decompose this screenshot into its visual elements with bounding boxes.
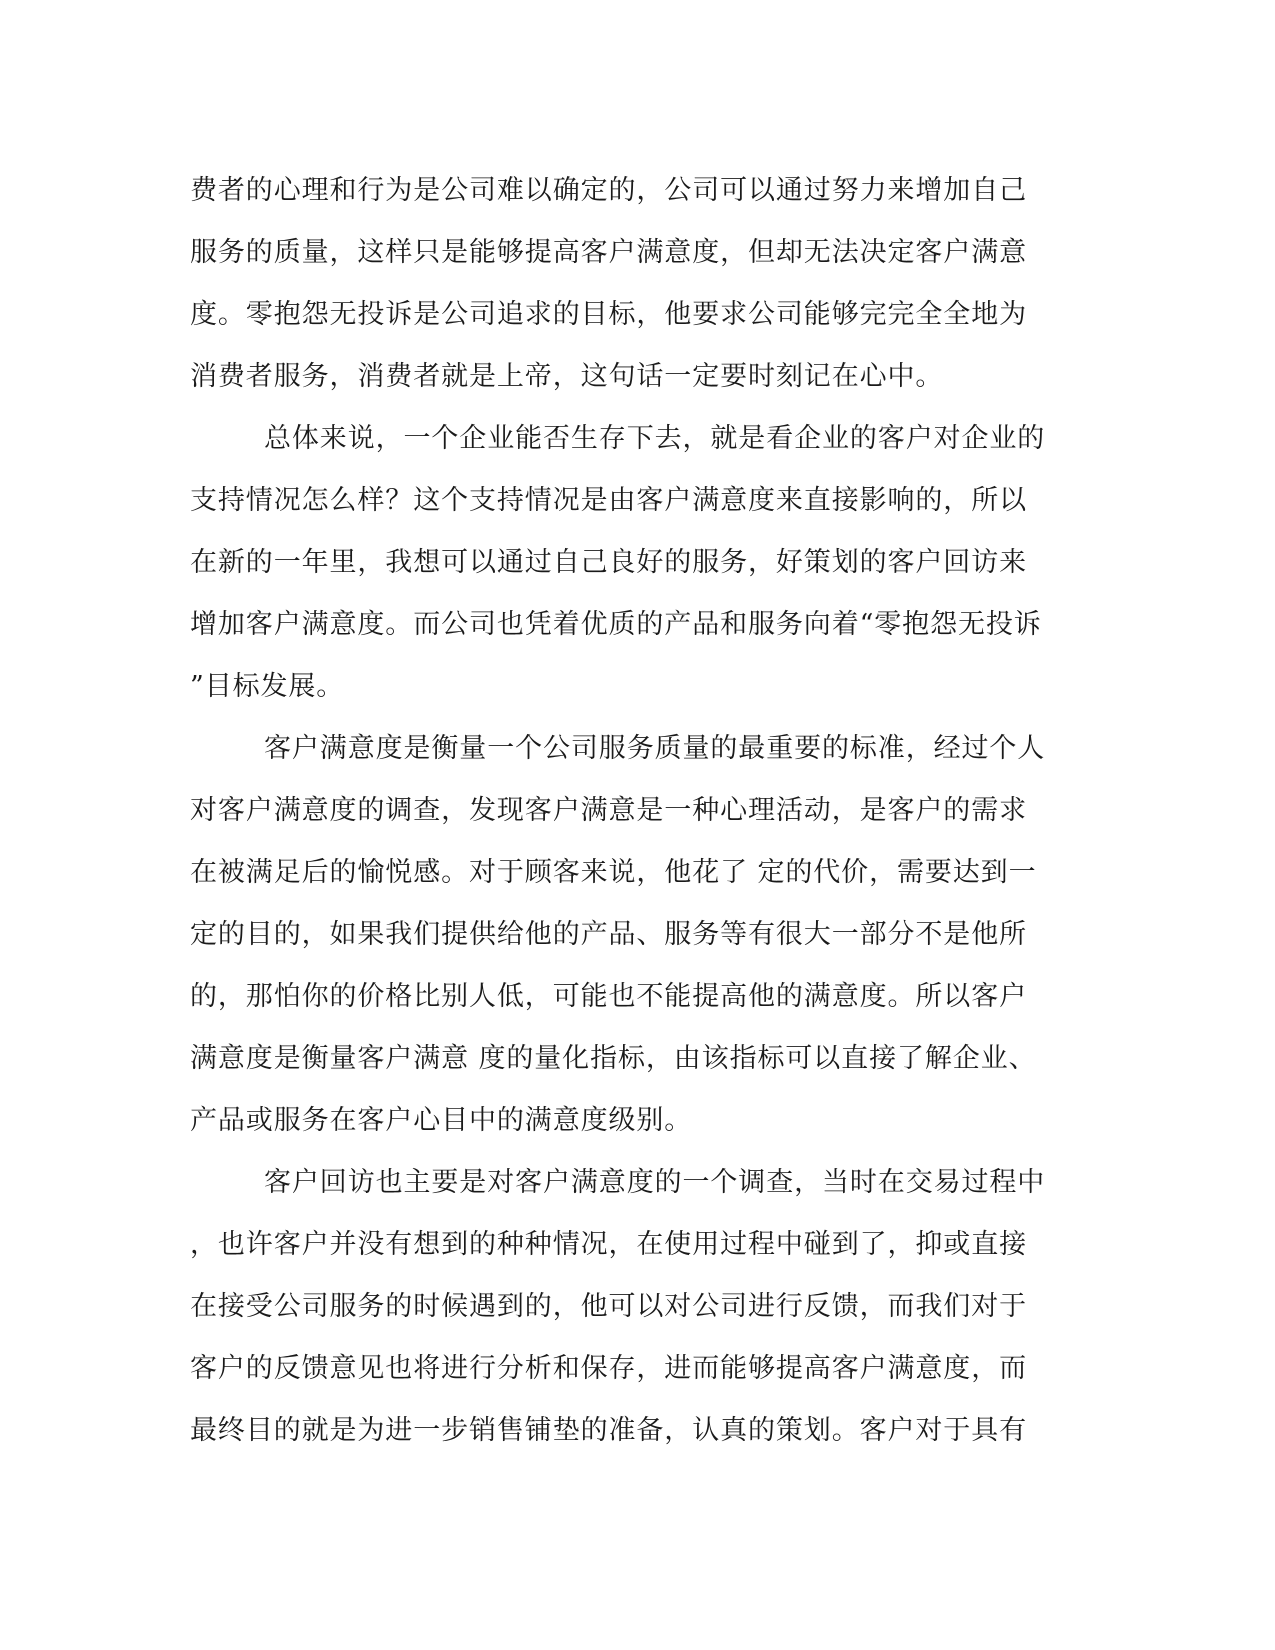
paragraph-1-line-2: 服务的质量，这样只是能够提高客户满意度，但却无法决定客户满意 (190, 237, 1027, 268)
paragraph-2-line-4: 增加客户满意度。而公司也凭着优质的产品和服务向着“零抱怨无投诉 (190, 609, 1042, 640)
paragraph-4-line-4: 客户的反馈意见也将进行分析和保存，进而能够提高客户满意度，而 (190, 1353, 1027, 1384)
paragraph-2-line-1: 总体来说，一个企业能否生存下去，就是看企业的客户对企业的 (264, 423, 1046, 454)
paragraph-4-line-1: 客户回访也主要是对客户满意度的一个调查，当时在交易过程中 (264, 1167, 1046, 1198)
paragraph-4-line-5: 最终目的就是为进一步销售铺垫的准备，认真的策划。客户对于具有 (190, 1415, 1027, 1446)
paragraph-3-line-5: 的，那怕你的价格比别人低，可能也不能提高他的满意度。所以客户 (190, 981, 1027, 1012)
paragraph-3-line-7: 产品或服务在客户心目中的满意度级别。 (190, 1105, 693, 1136)
paragraph-2-line-2: 支持情况怎么样？这个支持情况是由客户满意度来直接影响的，所以 (190, 485, 1027, 516)
paragraph-1-line-4: 消费者服务，消费者就是上帝，这句话一定要时刻记在心中。 (190, 361, 944, 392)
paragraph-1-line-3: 度。零抱怨无投诉是公司追求的目标，他要求公司能够完完全全地为 (190, 299, 1027, 330)
paragraph-2-line-5: ”目标发展。 (190, 671, 345, 702)
document-body (190, 160, 1080, 1462)
paragraph-1-line-1: 费者的心理和行为是公司难以确定的，公司可以通过努力来增加自己 (190, 175, 1027, 206)
paragraph-3-line-6: 满意度是衡量客户满意 度的量化指标，由该指标可以直接了解企业、 (190, 1043, 1037, 1074)
paragraph-4-line-3: 在接受公司服务的时候遇到的，他可以对公司进行反馈，而我们对于 (190, 1291, 1027, 1322)
paragraph-3-line-4: 定的目的，如果我们提供给他的产品、服务等有很大一部分不是他所 (190, 919, 1027, 950)
paragraph-3-line-3: 在被满足后的愉悦感。对于顾客来说，他花了 定的代价，需要达到一 (190, 857, 1037, 888)
paragraph-3-line-1: 客户满意度是衡量一个公司服务质量的最重要的标准，经过个人 (264, 733, 1046, 764)
paragraph-3-line-2: 对客户满意度的调查，发现客户满意是一种心理活动，是客户的需求 (190, 795, 1027, 826)
paragraph-4-line-2: ，也许客户并没有想到的种种情况，在使用过程中碰到了，抑或直接 (190, 1229, 1027, 1260)
paragraph-2-line-3: 在新的一年里，我想可以通过自己良好的服务，好策划的客户回访来 (190, 547, 1027, 578)
